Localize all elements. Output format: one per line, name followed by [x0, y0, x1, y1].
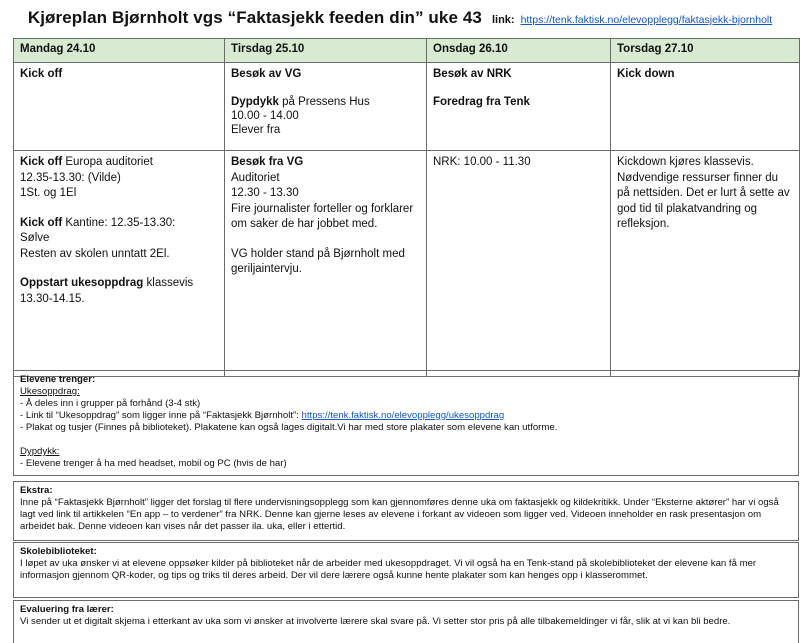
monday-detail-line: 1St. og 1El — [20, 187, 77, 199]
cell-thursday-details — [611, 151, 800, 377]
thursday-detail-text: Kickdown kjøres klassevis. Nødvendige ressurser finner du på nettsiden. Det er lurt å sette av god tid til plakatvandring og refleksjon. — [617, 156, 790, 230]
cell-monday-details — [14, 151, 225, 377]
monday-detail-line: 12.35-13.30: (Vilde) — [20, 171, 121, 184]
tuesday-deepdive-note: Elever fra — [231, 124, 281, 136]
needs-title: Elevene trenger: — [20, 374, 96, 385]
ukesoppdrag-link[interactable]: https://tenk.faktisk.no/elevopplegg/ukesoppdrag — [301, 410, 505, 421]
needs-subheading-ukesoppdrag: Ukesoppdrag: — [20, 386, 80, 397]
evaluation-section — [13, 600, 799, 643]
wednesday-summary-title: Besøk av NRK — [433, 68, 512, 80]
cell-monday-summary — [14, 63, 225, 151]
cell-wednesday-details — [427, 151, 611, 377]
needs-item: - Elevene trenger å ha med headset, mobil og PC (hvis de har) — [20, 458, 287, 469]
monday-detail-line: Oppstart ukesoppdrag klassevis — [20, 277, 194, 289]
needs-item: - Link til “Ukesoppdrag” som ligger inne på “Faktasjekk Bjørnholt”: https://tenk.faktisk.no/elevopplegg/ukesoppdrag — [20, 410, 505, 421]
library-title: Skolebiblioteket: — [20, 546, 97, 557]
cell-tuesday-details — [225, 151, 427, 377]
monday-detail-line: Sølve — [20, 232, 50, 244]
link-label: link: — [491, 14, 515, 26]
document-title: Kjøreplan Bjørnholt vgs “Faktasjekk feeden din” uke 43 — [27, 8, 482, 27]
monday-detail-line: Kick off Kantine: 12.35-13.30: — [20, 216, 176, 229]
evaluation-text: Vi sender ut et digitalt skjema i etterkant av uka som vi ønsker at involverte lærere skal svare på. Vi setter stor pris på alle tilbakemeldinger vi får, slik at vi kan bli bedre. — [20, 616, 731, 627]
library-section — [13, 542, 799, 598]
evaluation-title: Evaluering fra lærer: — [20, 604, 114, 615]
needs-item: - Å deles inn i grupper på forhånd (3-4 stk) — [20, 398, 201, 409]
schedule-table — [13, 38, 800, 377]
tuesday-detail-line: 12.30 - 13.30 — [231, 187, 299, 199]
monday-detail-line: Resten av skolen unntatt 2El. — [20, 247, 170, 260]
monday-detail-line: 13.30-14.15. — [20, 292, 85, 305]
monday-summary-text: Kick off — [20, 68, 63, 80]
plan-link[interactable]: https://tenk.faktisk.no/elevopplegg/faktasjekk-bjornholt — [520, 14, 773, 26]
wednesday-detail-line: NRK: 10.00 - 11.30 — [433, 156, 531, 168]
tuesday-detail-line: Fire journalister forteller og forklarer om saker de har jobbet med. — [231, 202, 414, 230]
tuesday-summary-title: Besøk av VG — [231, 68, 302, 80]
schedule-header-row — [14, 39, 800, 63]
document-header — [0, 0, 800, 34]
needs-item: - Plakat og tusjer (Finnes på biblioteket). Plakatene kan også lages digitalt.Vi har med store plakater som elevene kan utforme. — [20, 422, 558, 433]
schedule-row-summary — [14, 63, 800, 151]
extra-title: Ekstra: — [20, 485, 53, 496]
schedule-row-details — [14, 151, 800, 377]
monday-detail-line: Kick off Europa auditoriet — [20, 156, 153, 168]
tuesday-deepdive-time: 10.00 - 14.00 — [231, 110, 299, 122]
extra-section — [13, 481, 799, 541]
thursday-summary-text: Kick down — [617, 68, 675, 80]
needs-subheading-dypdykk: Dypdykk: — [20, 446, 60, 457]
day-header-thursday: Torsdag 27.10 — [611, 39, 800, 63]
day-header-tuesday: Tirsdag 25.10 — [225, 39, 427, 63]
needs-section — [13, 370, 799, 476]
tuesday-detail-line: VG holder stand på Bjørnholt med geriljaintervju. — [231, 247, 405, 275]
library-text: I løpet av uka ønsker vi at elevene oppsøker kilder på biblioteket når de arbeider med ukesoppdraget. Vi vil også ha en Tenk-stand på skolebiblioteket der elevene kan få mer informasjon gjennom QR-koder, og tips og triks til deres arbeid. Der vil dere lærere også kunne hente plakater som kan henges opp i klasserommet. — [20, 558, 757, 581]
tuesday-deepdive-line: Dypdykk på Pressens Hus — [231, 96, 370, 108]
wednesday-summary-sub: Foredrag fra Tenk — [433, 96, 530, 108]
tuesday-detail-line: Auditoriet — [231, 171, 280, 184]
day-header-wednesday: Onsdag 26.10 — [427, 39, 611, 63]
day-header-monday: Mandag 24.10 — [14, 39, 225, 63]
cell-thursday-summary — [611, 63, 800, 151]
extra-text: Inne på “Faktasjekk Bjørnholt” ligger det forslag til flere undervisningsopplegg som kan gjennomføres denne uka om faktasjekk og kildekritikk. Under “Eksterne aktører” har vi også lagt ved link til artikkelen “En app – to verdener” fra NRK. Denne kan gjerne leses av elevene i forkant av videoen som ligger ved. Videoen inneholder en rask presentasjon om arbeidet bak. Denne videoen kan vises når det passer ila. uka, eller i ettertid. — [20, 497, 779, 532]
cell-wednesday-summary — [427, 63, 611, 151]
tuesday-detail-title: Besøk fra VG — [231, 156, 304, 168]
cell-tuesday-summary — [225, 63, 427, 151]
